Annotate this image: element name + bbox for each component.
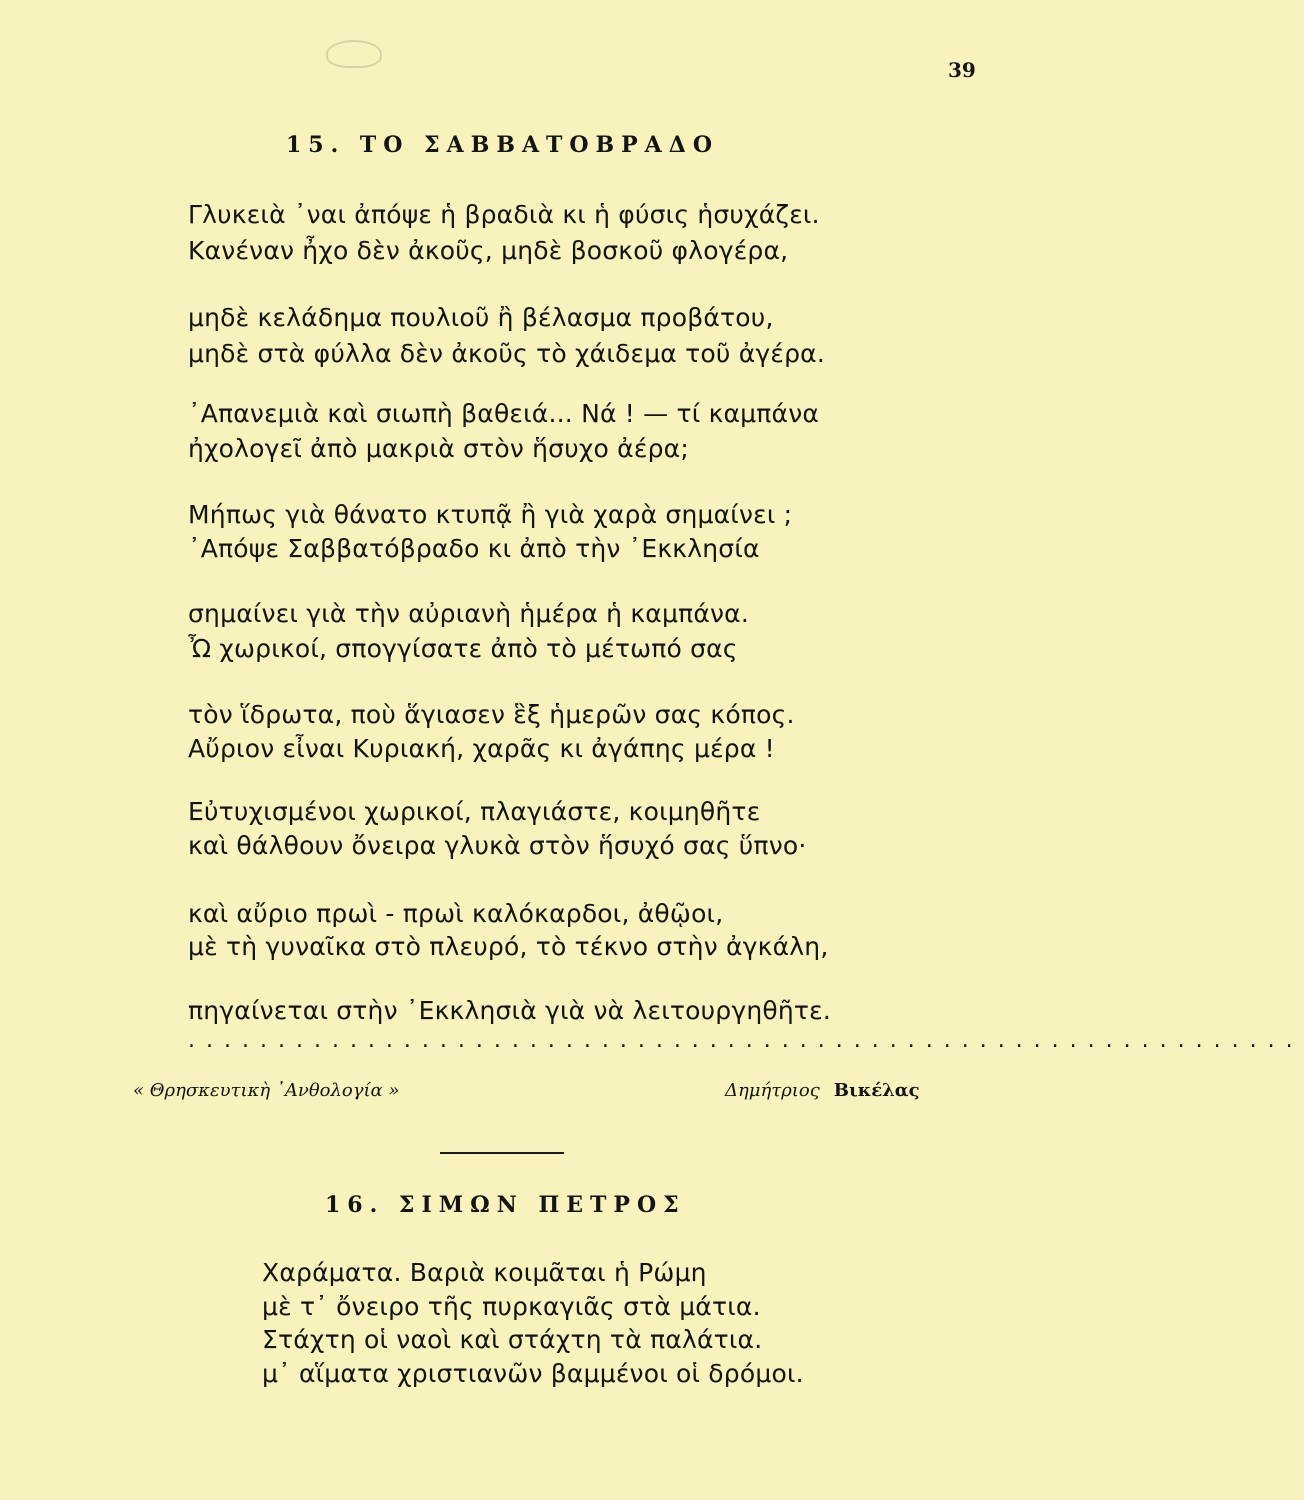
- poem-16-line: Χαράματα. Βαριὰ κοιμᾶται ἡ Ρώμη: [262, 1258, 707, 1287]
- poem-15-line: καὶ αὔριο πρωὶ - πρωὶ καλόκαρδοι, ἀθῷοι,: [188, 899, 724, 928]
- poem-15-line: μὲ τὴ γυναῖκα στὸ πλευρό, τὸ τέκνο στὴν ἀγκάλη,: [188, 932, 829, 961]
- poem-15-line: Αὔριον εἶναι Κυριακή, χαρᾶς κι ἀγάπης μέρα !: [188, 734, 775, 763]
- poem-15-line: σημαίνει γιὰ τὴν αὐριανὴ ἡμέρα ἡ καμπάνα.: [188, 599, 750, 628]
- poem-15-line: Εὐτυχισμένοι χωρικοί, πλαγιάστε, κοιμηθῆτε: [188, 797, 761, 826]
- author-credit: [725, 1080, 920, 1101]
- poem-15-line: πηγαίνεται στὴν ᾽Εκκλησιὰ γιὰ νὰ λειτουργηθῆτε.: [188, 996, 832, 1025]
- author-last-name: Βικέλας: [833, 1080, 920, 1101]
- poem-15-title: 15. ΤΟ ΣΑΒΒΑΤΟΒΡΑΔΟ: [286, 132, 719, 158]
- poem-15-line: ᾽Απόψε Σαββατόβραδο κι ἀπὸ τὴν ᾽Εκκλησία: [188, 534, 760, 563]
- author-first-name: Δημήτριος: [725, 1080, 820, 1101]
- ellipsis-dots-line: ..............................................................: [188, 1028, 1304, 1053]
- ink-smudge-mark: [326, 40, 382, 68]
- section-separator: [440, 1152, 564, 1154]
- poem-15-line: μηδὲ στὰ φύλλα δὲν ἀκοῦς τὸ χάιδεμα τοῦ ἀγέρα.: [188, 339, 825, 368]
- poem-16-line: μ᾽ αἵματα χριστιανῶν βαμμένοι οἱ δρόμοι.: [262, 1359, 804, 1388]
- poem-15-line: Γλυκειὰ ᾽ναι ἀπόψε ἡ βραδιὰ κι ἡ φύσις ἡσυχάζει.: [188, 200, 820, 229]
- poem-15-line: Κανέναν ἦχο δὲν ἀκοῦς, μηδὲ βοσκοῦ φλογέρα,: [188, 236, 789, 265]
- source-citation: « Θρησκευτικὴ ᾽Ανθολογία »: [133, 1080, 400, 1101]
- page-number: 39: [948, 58, 976, 82]
- poem-16-title: 16. ΣΙΜΩΝ ΠΕΤΡΟΣ: [325, 1192, 686, 1218]
- poem-16-line: μὲ τ᾽ ὄνειρο τῆς πυρκαγιᾶς στὰ μάτια.: [262, 1292, 761, 1321]
- poem-15-line: ᾽Απανεμιὰ καὶ σιωπὴ βαθειά... Νά ! — τί καμπάνα: [188, 399, 820, 428]
- poem-15-line: μηδὲ κελάδημα πουλιοῦ ἢ βέλασμα προβάτου,: [188, 303, 774, 332]
- poem-15-line: Ὦ χωρικοί, σπογγίσατε ἀπὸ τὸ μέτωπό σας: [188, 634, 738, 663]
- poem-15-line: Μήπως γιὰ θάνατο κτυπᾷ ἢ γιὰ χαρὰ σημαίνει ;: [188, 500, 793, 529]
- poem-15-line: τὸν ἵδρωτα, ποὺ ἅγιασεν ἓξ ἡμερῶν σας κόπος.: [188, 700, 795, 729]
- poem-15-line: ἠχολογεῖ ἀπὸ μακριὰ στὸν ἥσυχο ἀέρα;: [188, 434, 689, 463]
- poem-15-line: καὶ θάλθουν ὄνειρα γλυκὰ στὸν ἥσυχό σας ὕπνο·: [188, 831, 807, 860]
- poem-16-line: Στάχτη οἱ ναοὶ καὶ στάχτη τὰ παλάτια.: [262, 1325, 763, 1354]
